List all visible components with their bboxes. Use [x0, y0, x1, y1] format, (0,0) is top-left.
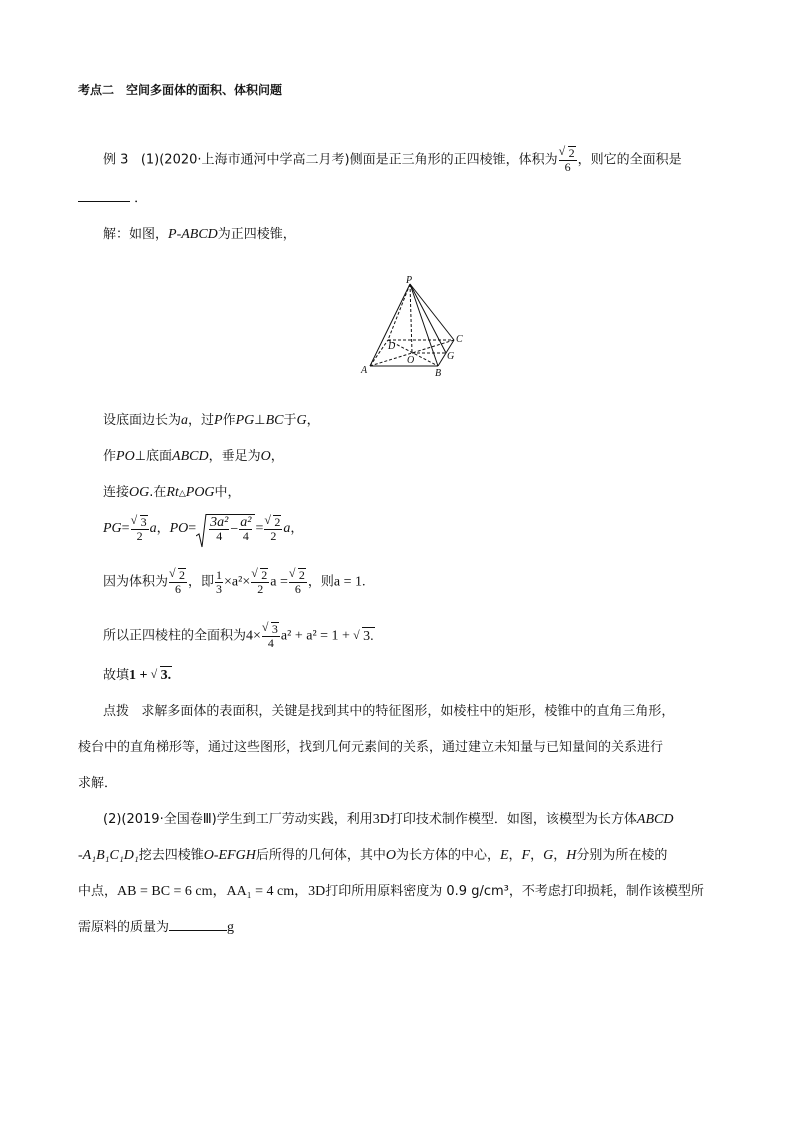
label-P: P	[406, 276, 413, 286]
part2-line-2: -A₁B₁C₁D₁挖去四棱锥O-EFGH后所得的几何体，其中O为长方体的中心，E，F，G，H分别为所在棱的	[78, 848, 668, 863]
part2-line-4: 需原料的质量为 g	[78, 920, 235, 935]
question-tail: ，则它的全面积是	[577, 152, 682, 168]
label-B: B	[435, 368, 442, 379]
solution-intro: 解：如图，P-ABCD为正四棱锥，	[103, 227, 296, 242]
tip-line-3: 求解．	[78, 776, 118, 791]
volume-fraction: √ $\frac{2}{6}$	[559, 146, 577, 174]
example-3-question	[103, 146, 682, 174]
example-label: 例 3	[103, 152, 129, 168]
answer-line: 故填1 + √ 3.	[103, 666, 172, 685]
step-3: 连接OG.在Rt△POG中，	[103, 485, 241, 500]
edge-PA	[370, 284, 410, 366]
label-O: O	[407, 355, 415, 366]
edge-PB	[410, 284, 438, 366]
pyramid-figure	[358, 276, 468, 380]
step-2: 作PO⊥底面ABCD，垂足为O，	[103, 449, 284, 464]
segment-PG	[410, 284, 446, 353]
segment-PO	[410, 284, 412, 353]
label-D: D	[388, 341, 396, 352]
part2-line-1: (2)(2019·全国卷Ⅲ)学生到工厂劳动实践，利用3D打印技术制作模型．如图，该模型为长方体ABCD	[103, 812, 674, 827]
edge-AD	[370, 340, 388, 366]
edge-PC	[410, 284, 454, 340]
part2-line-3: 中点，AB = BC = 6 cm，AA₁ = 4 cm，3D打印所用原料密度为 0.9 g/cm³，不考虑打印损耗，制作该模型所	[78, 884, 704, 899]
label-A: A	[361, 365, 368, 376]
label-C: C	[456, 334, 463, 345]
step-6: 所以正四棱柱的全面积为4× √ $\frac{3}{4}$ a² + a² = 1 + √ 3.	[103, 622, 375, 650]
tip-line-2: 棱台中的直角梯形等，通过这些图形，找到几何元素间的关系，通过建立未知量与已知量间的关系进行	[78, 740, 664, 755]
tip-line-1: 点拨 求解多面体的表面积，关键是找到其中的特征图形，如棱柱中的矩形，棱锥中的直角三角形，	[103, 704, 675, 719]
question-text: (1)(2020·上海市通河中学高二月考)侧面是正三角形的正四棱锥，体积为	[140, 152, 558, 168]
answer-blank	[78, 201, 130, 202]
mass-answer-blank	[169, 930, 227, 931]
step-4-formula: PG= √ $\frac{3}{2}$ a，PO= $\frac{\text{3a²}}{4}$ − $\frac{\text{a²}}{4}$ = √ $\frac{2}{2}$ a，	[103, 514, 303, 543]
edge-PD	[388, 284, 410, 340]
answer-blank-line: ．	[78, 190, 147, 208]
tip-label: 点拨	[103, 704, 130, 719]
step-1: 设底面边长为a，过P作PG⊥BC于G，	[103, 413, 320, 428]
step-5: 因为体积为 √ $\frac{2}{6}$ ，即 $\frac{1}{3}$ ×a²× √ $\frac{2}{2}$ a = √ $\frac{2}{6}$ ，则a = 1.	[103, 568, 365, 596]
section-title: 考点二 空间多面体的面积、体积问题	[78, 83, 283, 97]
label-G: G	[447, 351, 455, 362]
